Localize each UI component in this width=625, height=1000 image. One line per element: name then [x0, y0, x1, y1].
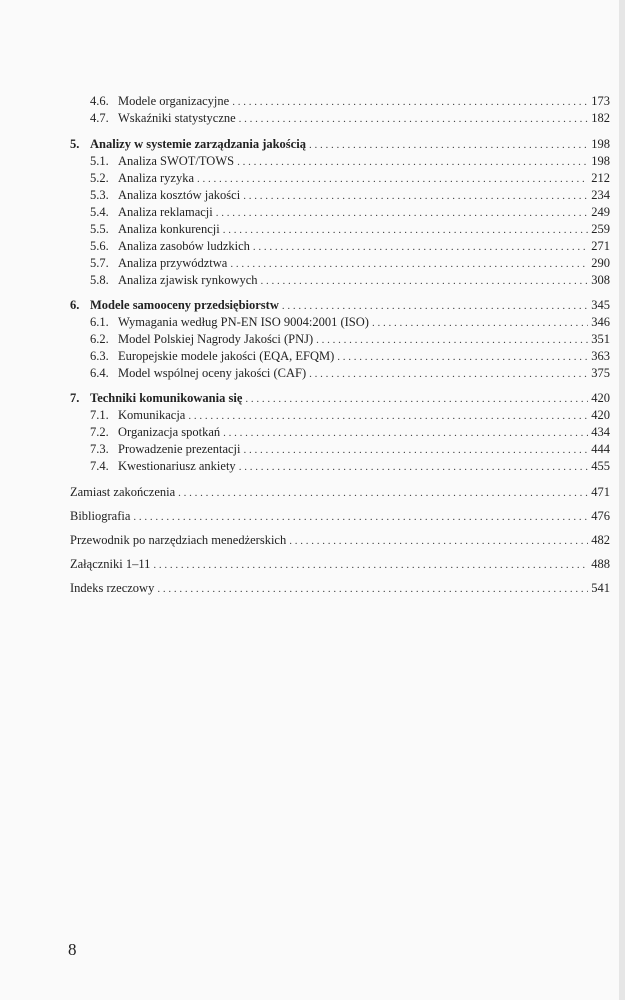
- toc-entry: [90, 440, 610, 458]
- toc-entry-page: 249: [591, 205, 610, 219]
- page-number: 8: [68, 940, 77, 959]
- toc-entry-title: Analiza reklamacji: [118, 205, 213, 219]
- toc-chapter-entry: [70, 296, 610, 314]
- toc-entry-title: Modele samooceny przedsiębiorstw: [90, 298, 279, 312]
- toc-entry-number: 5.7.: [90, 256, 109, 270]
- toc-entry-number: 5.3.: [90, 188, 109, 202]
- toc-entry-page: 173: [591, 94, 610, 108]
- toc-entry-number: 5.: [70, 137, 80, 151]
- toc-entry: [90, 271, 610, 289]
- toc-entry-page: 198: [591, 154, 610, 168]
- toc-entry-number: 5.5.: [90, 222, 109, 236]
- toc-entry-number: 6.2.: [90, 332, 109, 346]
- toc-entry: [90, 330, 610, 348]
- toc-entry-title: Analiza zjawisk rynkowych: [118, 273, 258, 287]
- toc-entry-title: Załączniki 1–11: [70, 557, 151, 571]
- toc-entry-number: 4.7.: [90, 111, 109, 125]
- toc-entry-number: 5.4.: [90, 205, 109, 219]
- toc-entry-page: 212: [591, 171, 610, 185]
- toc-entry-title: Analiza przywództwa: [118, 256, 228, 270]
- toc-entry-page: 476: [591, 509, 610, 523]
- toc-entry: [90, 423, 610, 441]
- toc-entry-page: 375: [591, 366, 610, 380]
- toc-entry-title: Analizy w systemie zarządzania jakością: [90, 137, 306, 151]
- toc-entry: [90, 220, 610, 238]
- toc-entry-page: 420: [591, 408, 610, 422]
- toc-entry: [90, 254, 610, 272]
- toc-entry-number: 6.3.: [90, 349, 109, 363]
- toc-entry-page: 444: [591, 442, 610, 456]
- toc-entry-page: 271: [591, 239, 610, 253]
- toc-entry-title: Zamiast zakończenia: [70, 485, 176, 499]
- toc-entry-title: Model Polskiej Nagrody Jakości (PNJ): [118, 332, 314, 346]
- toc-entry-number: 7.3.: [90, 442, 109, 456]
- toc-chapter-entry: [70, 135, 610, 153]
- toc-entry: [90, 186, 610, 204]
- toc-entry: [90, 313, 610, 331]
- toc-entry-number: 7.: [70, 391, 80, 405]
- toc-leader-dots: [178, 484, 588, 502]
- toc-entry-number: 7.4.: [90, 459, 109, 473]
- toc-entry-title: Prowadzenie prezentacji: [118, 442, 241, 456]
- toc-entry-title: Analiza konkurencji: [118, 222, 220, 236]
- toc-entry-title: Wskaźniki statystyczne: [118, 111, 236, 125]
- toc-entry-title: Europejskie modele jakości (EQA, EFQM): [118, 349, 335, 363]
- toc-entry-title: Analiza kosztów jakości: [118, 188, 241, 202]
- toc-entry-number: 4.6.: [90, 94, 109, 108]
- toc-entry-page: 488: [591, 557, 610, 571]
- toc-entry-title: Wymagania według PN-EN ISO 9004:2001 (ISO): [118, 315, 369, 329]
- toc-entry-page: 541: [591, 581, 610, 595]
- toc-entry-title: Indeks rzeczowy: [70, 581, 155, 595]
- toc-backmatter-entry: [70, 483, 610, 501]
- toc-entry-title: Komunikacja: [118, 408, 186, 422]
- toc-entry-number: 5.8.: [90, 273, 109, 287]
- toc-backmatter-entry: [70, 507, 610, 525]
- toc-entry-number: 5.1.: [90, 154, 109, 168]
- toc-entry-page: 434: [591, 425, 610, 439]
- toc-entry-title: Kwestionariusz ankiety: [118, 459, 236, 473]
- toc-chapter-entry: [70, 389, 610, 407]
- toc-leader-dots: [309, 365, 588, 383]
- toc-entry-title: Analiza SWOT/TOWS: [118, 154, 235, 168]
- toc-leader-dots: [157, 580, 588, 598]
- toc-entry-page: 351: [591, 332, 610, 346]
- toc-leader-dots: [239, 110, 589, 128]
- toc-entry: [90, 457, 610, 475]
- toc-entry-page: 346: [591, 315, 610, 329]
- toc-entry-page: 290: [591, 256, 610, 270]
- toc-leader-dots: [261, 272, 589, 290]
- toc-entry-number: 5.6.: [90, 239, 109, 253]
- toc-backmatter-entry: [70, 579, 610, 597]
- toc-entry-title: Organizacja spotkań: [118, 425, 221, 439]
- toc-entry: [90, 152, 610, 170]
- toc-entry: [90, 92, 610, 110]
- toc-entry: [90, 237, 610, 255]
- toc-entry-title: Analiza zasobów ludzkich: [118, 239, 250, 253]
- toc-leader-dots: [153, 556, 588, 574]
- toc-entry-number: 7.1.: [90, 408, 109, 422]
- toc-entry-page: 345: [591, 298, 610, 312]
- toc-entry-title: Analiza ryzyka: [118, 171, 195, 185]
- toc-entry: [90, 406, 610, 424]
- toc-entry-page: 482: [591, 533, 610, 547]
- toc-entry-number: 7.2.: [90, 425, 109, 439]
- toc-entry-title: Bibliografia: [70, 509, 131, 523]
- toc-entry-number: 6.1.: [90, 315, 109, 329]
- toc-backmatter-entry: [70, 531, 610, 549]
- toc-entry-page: 308: [591, 273, 610, 287]
- toc-entry-number: 6.: [70, 298, 80, 312]
- toc-entry-page: 420: [591, 391, 610, 405]
- toc-entry: [90, 203, 610, 221]
- toc-entry-page: 198: [591, 137, 610, 151]
- toc-entry: [90, 347, 610, 365]
- toc-entry-title: Modele organizacyjne: [118, 94, 230, 108]
- toc-entry-title: Model wspólnej oceny jakości (CAF): [118, 366, 307, 380]
- toc-entry-page: 182: [591, 111, 610, 125]
- toc-entry-page: 234: [591, 188, 610, 202]
- toc-entry-number: 5.2.: [90, 171, 109, 185]
- toc-backmatter-entry: [70, 555, 610, 573]
- toc-entry-title: Techniki komunikowania się: [90, 391, 243, 405]
- toc-entry-title: Przewodnik po narzędziach menedżerskich: [70, 533, 287, 547]
- toc-entry-page: 259: [591, 222, 610, 236]
- toc-entry-page: 455: [591, 459, 610, 473]
- toc-entry-number: 6.4.: [90, 366, 109, 380]
- toc-entry-page: 363: [591, 349, 610, 363]
- toc-leader-dots: [289, 532, 588, 550]
- toc-entry: [90, 109, 610, 127]
- toc-entry-page: 471: [591, 485, 610, 499]
- toc-entry: [90, 169, 610, 187]
- toc-leader-dots: [239, 458, 589, 476]
- toc-leader-dots: [133, 508, 588, 526]
- toc-entry: [90, 364, 610, 382]
